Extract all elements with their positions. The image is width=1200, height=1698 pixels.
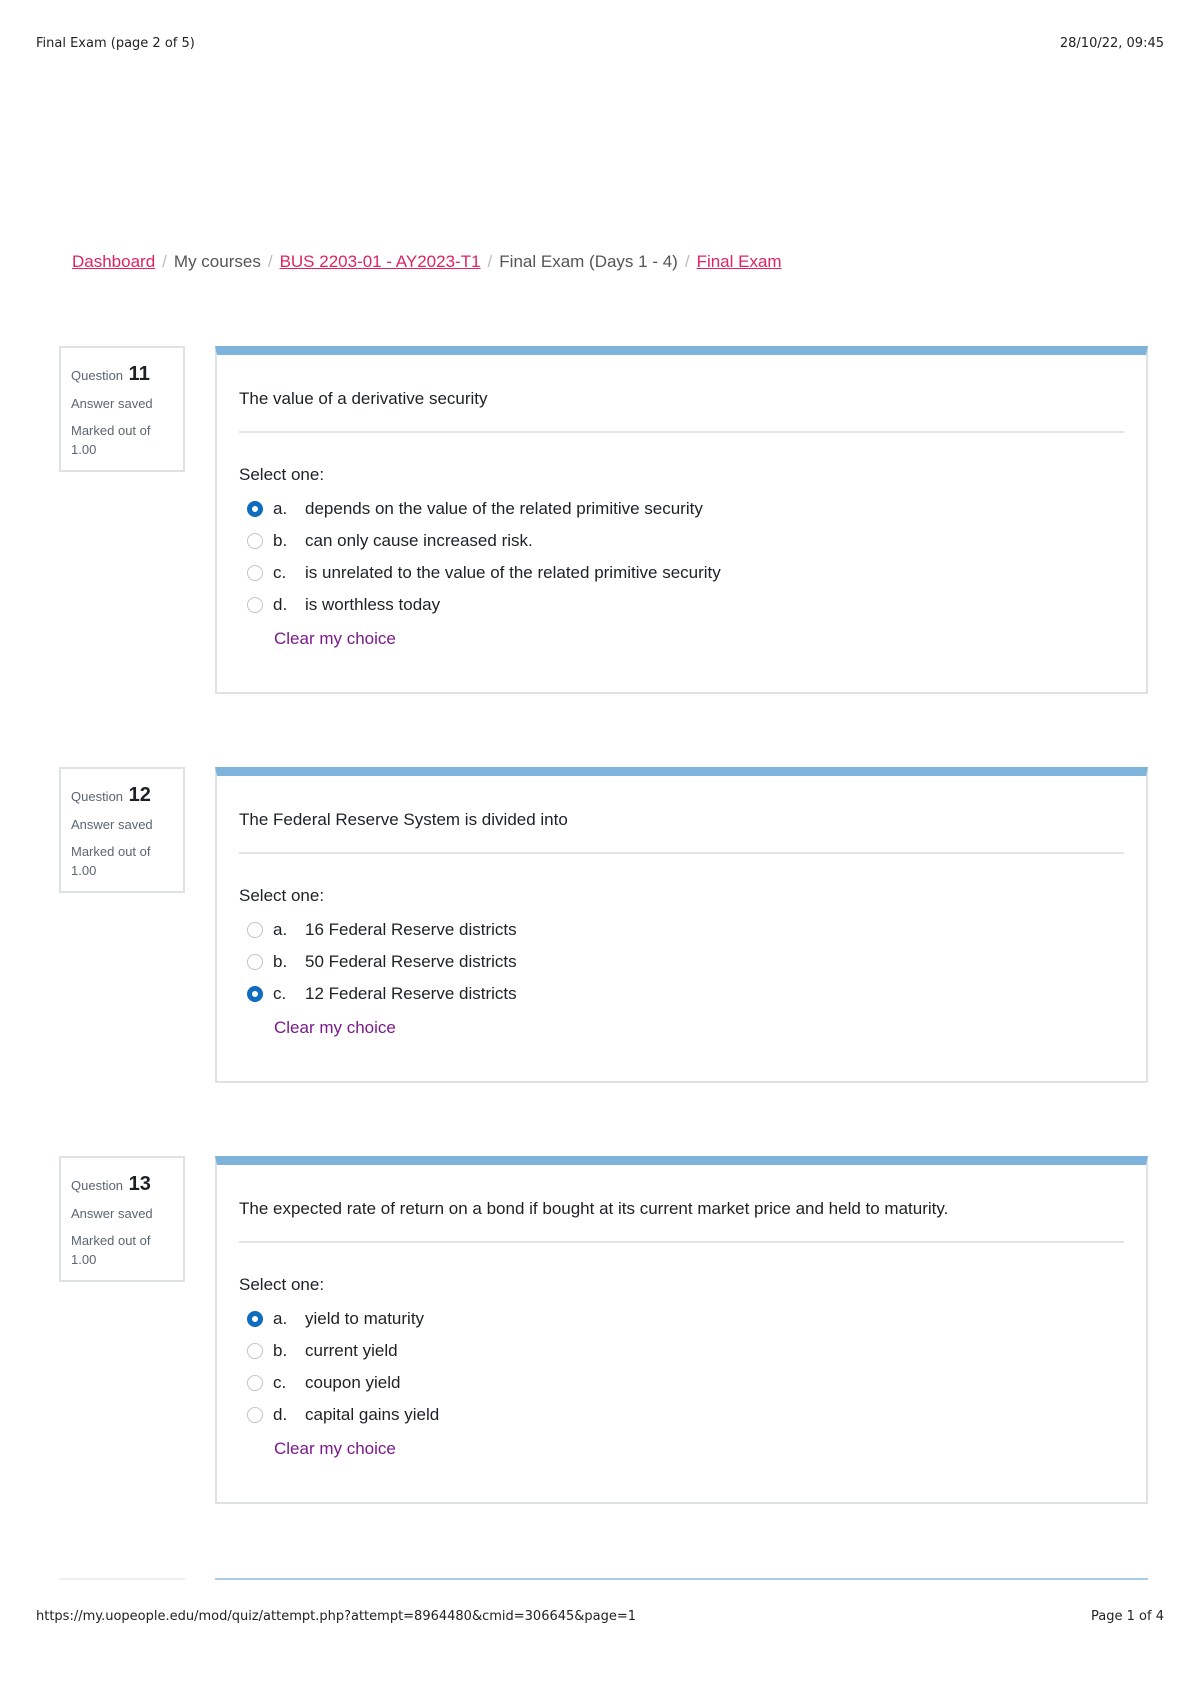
option-text: current yield (305, 1341, 398, 1360)
clear-my-choice-link[interactable]: Clear my choice (274, 629, 396, 648)
option-b[interactable]: b. current yield (247, 1335, 1146, 1367)
question-number: Question 11 (71, 363, 150, 385)
select-one-prompt: Select one: (239, 886, 325, 905)
breadcrumb-my-courses: My courses (173, 252, 261, 271)
question-card-12 (215, 767, 1148, 1083)
select-one-prompt: Select one: (239, 1275, 325, 1294)
breadcrumb-section: Final Exam (Days 1 - 4) (499, 252, 678, 271)
radio-button[interactable] (247, 565, 263, 581)
question-info-12 (59, 767, 185, 893)
option-a[interactable]: a. 16 Federal Reserve districts (247, 914, 1146, 946)
print-datetime: 28/10/22, 09:45 (1059, 36, 1164, 51)
page-url: https://my.uopeople.edu/mod/quiz/attempt.php?attempt=8964480&cmid=306645&page=1 (36, 1609, 637, 1624)
breadcrumb-separator: / (162, 252, 167, 271)
divider (239, 1241, 1124, 1243)
select-one-prompt: Select one: (239, 465, 325, 484)
radio-button[interactable] (247, 1343, 263, 1359)
print-footer (36, 1609, 1164, 1624)
divider (239, 431, 1124, 433)
next-question-info-edge (59, 1578, 185, 1580)
option-text: 50 Federal Reserve districts (305, 952, 517, 971)
print-title: Final Exam (page 2 of 5) (36, 36, 195, 51)
question-info-13 (59, 1156, 185, 1282)
breadcrumb-dashboard[interactable]: Dashboard (72, 252, 156, 271)
clear-my-choice-link[interactable]: Clear my choice (274, 1018, 396, 1037)
question-text: The value of a derivative security (239, 389, 488, 408)
question-number: Question 13 (71, 1173, 151, 1195)
radio-button[interactable] (247, 986, 263, 1002)
option-text: yield to maturity (305, 1309, 425, 1328)
question-text: The expected rate of return on a bond if bought at its current market price and held to maturity. (239, 1199, 949, 1218)
option-a[interactable]: a. depends on the value of the related primitive security (247, 493, 1146, 525)
radio-button[interactable] (247, 1311, 263, 1327)
option-d[interactable]: d. capital gains yield (247, 1399, 1146, 1431)
radio-button[interactable] (247, 922, 263, 938)
option-b[interactable]: b. can only cause increased risk. (247, 525, 1146, 557)
question-grade: Marked out of 1.00 (71, 422, 151, 458)
answer-options (247, 914, 1146, 1010)
option-text: capital gains yield (305, 1405, 440, 1424)
breadcrumb-separator: / (487, 252, 493, 271)
page-number: Page 1 of 4 (1091, 1609, 1164, 1624)
clear-my-choice-link[interactable]: Clear my choice (274, 1439, 396, 1458)
question-state: Answer saved (71, 817, 153, 832)
breadcrumb-course[interactable]: BUS 2203-01 - AY2023-T1 (279, 252, 481, 271)
option-text: can only cause increased risk. (305, 531, 533, 550)
option-b[interactable]: b. 50 Federal Reserve districts (247, 946, 1146, 978)
question-state: Answer saved (71, 1206, 153, 1221)
option-a[interactable]: a. yield to maturity (247, 1303, 1146, 1335)
question-text: The Federal Reserve System is divided into (239, 810, 568, 829)
option-text: depends on the value of the related primitive security (305, 499, 703, 518)
divider (239, 852, 1124, 854)
option-c[interactable]: c. coupon yield (247, 1367, 1146, 1399)
answer-options (247, 1303, 1146, 1431)
question-grade: Marked out of 1.00 (71, 1232, 151, 1268)
option-text: coupon yield (305, 1373, 401, 1392)
option-d[interactable]: d. is worthless today (247, 589, 1146, 621)
breadcrumb-final-exam[interactable]: Final Exam (696, 252, 782, 271)
question-state: Answer saved (71, 396, 153, 411)
breadcrumb-separator: / (267, 252, 273, 271)
question-card-13 (215, 1156, 1148, 1504)
radio-button[interactable] (247, 597, 263, 613)
option-c[interactable]: c. is unrelated to the value of the related primitive security (247, 557, 1146, 589)
option-text: 12 Federal Reserve districts (305, 984, 517, 1003)
option-c[interactable]: c. 12 Federal Reserve districts (247, 978, 1146, 1010)
option-text: 16 Federal Reserve districts (305, 920, 517, 939)
option-text: is unrelated to the value of the related primitive security (305, 563, 721, 582)
breadcrumb-separator: / (684, 252, 690, 271)
option-text: is worthless today (305, 595, 441, 614)
radio-button[interactable] (247, 1407, 263, 1423)
print-header (36, 36, 1164, 51)
breadcrumb (72, 252, 782, 272)
radio-button[interactable] (247, 954, 263, 970)
radio-button[interactable] (247, 1375, 263, 1391)
next-question-card-edge (215, 1578, 1148, 1580)
question-card-11 (215, 346, 1148, 694)
radio-button[interactable] (247, 501, 263, 517)
question-info-11 (59, 346, 185, 472)
question-number: Question 12 (71, 784, 151, 806)
question-grade: Marked out of 1.00 (71, 843, 151, 879)
radio-button[interactable] (247, 533, 263, 549)
answer-options (247, 493, 1146, 621)
